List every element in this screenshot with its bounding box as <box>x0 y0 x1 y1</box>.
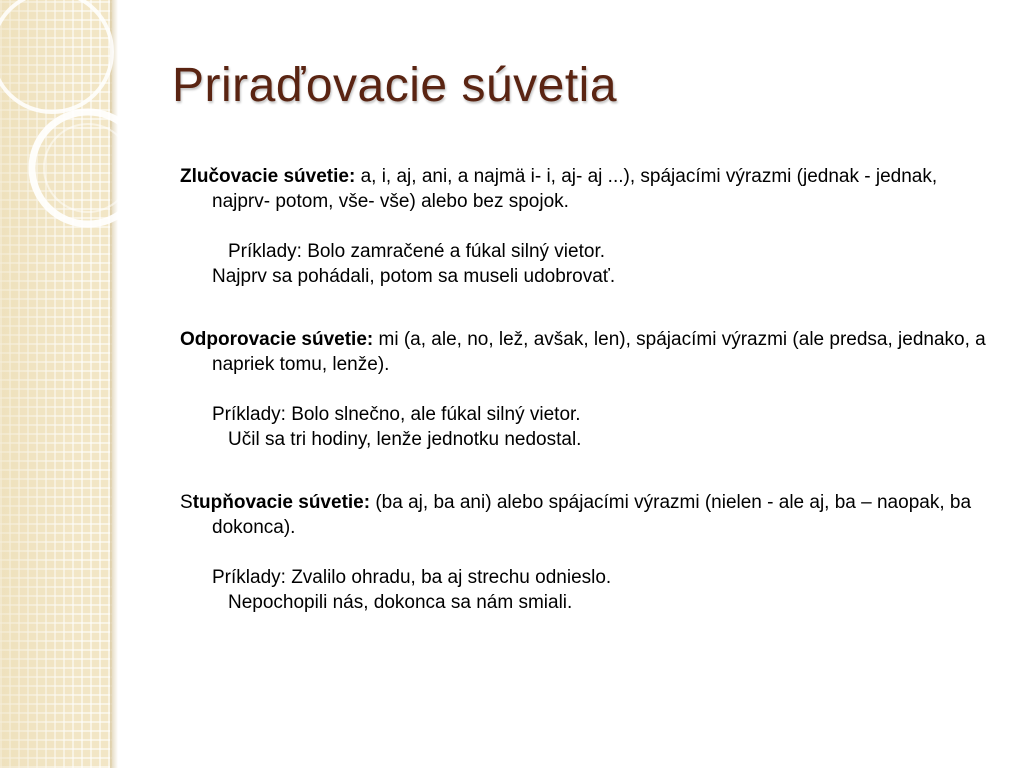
slide-title: Priraďovacie súvetia <box>172 59 618 112</box>
example-line: Príklady: Bolo zamračené a fúkal silný vietor. <box>228 241 606 262</box>
section-text: mi (a, ale, no, lež, avšak, len), spájacími výrazmi (ale predsa, jednako, a napriek tomu, lenže). <box>212 329 986 375</box>
decorative-circle-inner <box>44 124 132 212</box>
example-line: Najprv sa pohádali, potom sa museli udobrovať. <box>212 266 616 287</box>
section-heading-prefix: S <box>180 492 193 513</box>
example-line: Príklady: Bolo slnečno, ale fúkal silný vietor. <box>212 404 581 425</box>
section-heading: Odporovacie súvetie: <box>180 329 374 350</box>
example-line: Učil sa tri hodiny, lenže jednotku nedostal. <box>228 429 582 450</box>
section-stupnovacie <box>180 490 995 540</box>
decorative-circles <box>0 0 140 260</box>
section-text: (ba aj, ba ani) alebo spájacími výrazmi (nielen - ale aj, ba – naopak, ba dokonca). <box>212 492 972 538</box>
example-line: Nepochopili nás, dokonca sa nám smiali. <box>228 592 573 613</box>
section-zlucovacie <box>180 164 995 214</box>
section-heading: tupňovacie súvetie: <box>192 492 371 513</box>
section-text: a, i, aj, ani, a najmä i- i, aj- aj ...), spájacími výrazmi (jednak - jednak, najprv- potom, vše- vše) alebo bez spojok. <box>212 166 938 212</box>
decorative-circle-large <box>0 0 112 112</box>
section-odporovacie <box>180 327 995 377</box>
decorative-circle-medium <box>32 112 140 224</box>
section-heading: Zlučovacie súvetie: <box>180 166 356 187</box>
slide-content <box>180 164 995 615</box>
example-line: Príklady: Zvalilo ohradu, ba aj strechu odnieslo. <box>212 567 612 588</box>
